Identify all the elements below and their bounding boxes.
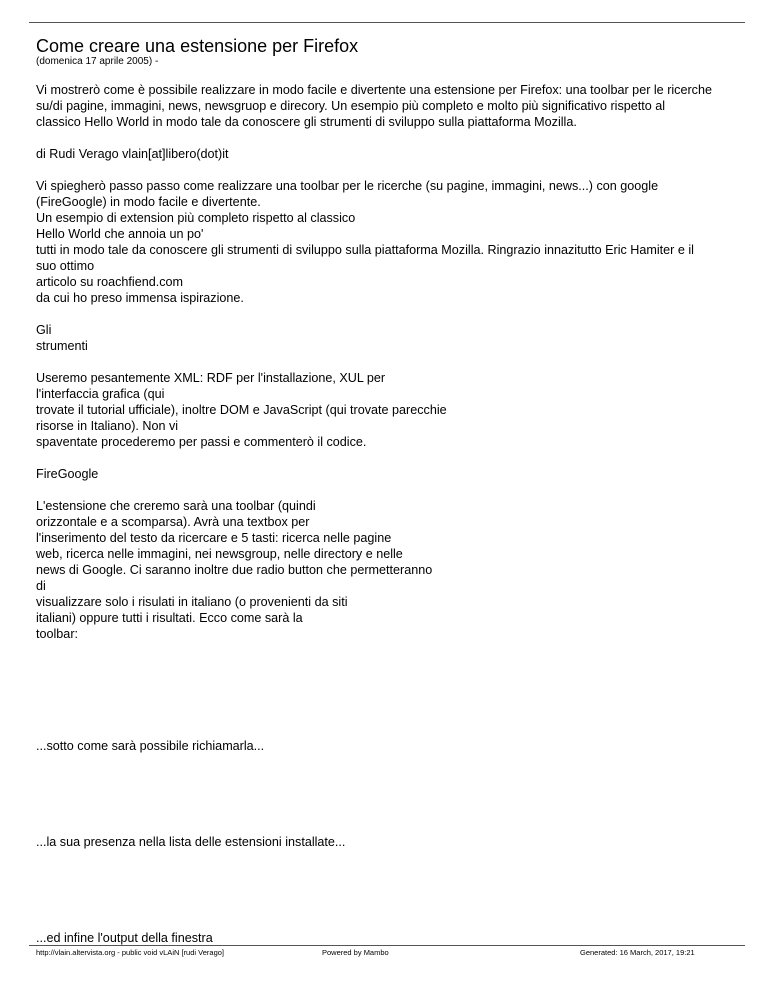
text-line: classico Hello World in modo tale da conoscere gli strumenti di sviluppo sulla piattaforma Mozilla. [36,115,577,129]
text-line: (FireGoogle) in modo facile e divertente. [36,195,261,209]
firegoogle-heading [36,466,736,482]
tools-paragraph [36,370,736,450]
text-line: Useremo pesantemente XML: RDF per l'installazione, XUL per [36,371,386,385]
text-line: articolo su roachfiend.com [36,275,183,289]
text-line: su/di pagine, immagini, news, newsgruop e direcory. Un esempio più completo e molto più significativo rispetto al [36,99,666,113]
caption-output [36,930,736,946]
text-line: FireGoogle [36,467,99,481]
footer-powered-by: Powered by Mambo [322,948,389,957]
text-line: l'inserimento del testo da ricercare e 5 tasti: ricerca nelle pagine [36,531,392,545]
text-line: risorse in Italiano). Non vi [36,419,179,433]
caption-presenza [36,834,736,850]
text-line: suo ottimo [36,259,95,273]
explain-paragraph [36,178,736,306]
text-line: di Rudi Verago vlain[at]libero(dot)it [36,147,229,161]
text-line: web, ricerca nelle immagini, nei newsgroup, nelle directory e nelle [36,547,403,561]
text-line: tutti in modo tale da conoscere gli strumenti di sviluppo sulla piattaforma Mozilla. Ringrazio innazitutto Eric Hamiter e il [36,243,694,257]
footer-site-link[interactable]: http://vlain.altervista.org - public void vLAiN [rudi Verago] [36,948,225,957]
text-line: news di Google. Ci saranno inoltre due radio button che permetteranno [36,563,433,577]
header-rule [29,22,745,23]
text-line: di [36,579,46,593]
text-line: ...ed infine l'output della finestra [36,931,213,945]
text-line: spaventate procederemo per passi e commenterò il codice. [36,435,367,449]
text-line: italiani) oppure tutti i risultati. Ecco come sarà la [36,611,303,625]
text-line: ...la sua presenza nella lista delle estensioni installate... [36,835,346,849]
intro-paragraph [36,82,736,130]
text-line: ...sotto come sarà possibile richiamarla... [36,739,265,753]
text-line: Hello World che annoia un po' [36,227,204,241]
firegoogle-paragraph [36,498,736,642]
text-line: trovate il tutorial ufficiale), inoltre DOM e JavaScript (qui trovate parecchie [36,403,447,417]
text-line: Gli [36,323,52,337]
text-line: l'interfaccia grafica (qui [36,387,165,401]
footer-rule [29,945,745,946]
text-line: Vi spiegherò passo passo come realizzare una toolbar per le ricerche (su pagine, immagini, news...) con google [36,179,659,193]
text-line: da cui ho preso immensa ispirazione. [36,291,244,305]
text-line: Vi mostrerò come è possibile realizzare in modo facile e divertente una estensione per Firefox: una toolbar per le ricerche [36,83,712,97]
tools-heading [36,322,736,354]
text-line: visualizzare solo i risulati in italiano (o provenienti da siti [36,595,348,609]
page-title: Come creare una estensione per Firefox [36,36,359,56]
text-line: Un esempio di extension più completo rispetto al classico [36,211,356,225]
footer-generated-date: Generated: 16 March, 2017, 19:21 [580,948,695,957]
text-line: L'estensione che creremo sarà una toolbar (quindi [36,499,316,513]
text-line: strumenti [36,339,88,353]
text-line: toolbar: [36,627,79,641]
caption-sotto [36,738,736,754]
publish-date: (domenica 17 aprile 2005) - [36,56,159,67]
text-line: orizzontale e a scomparsa). Avrà una textbox per [36,515,310,529]
author-line [36,146,736,162]
